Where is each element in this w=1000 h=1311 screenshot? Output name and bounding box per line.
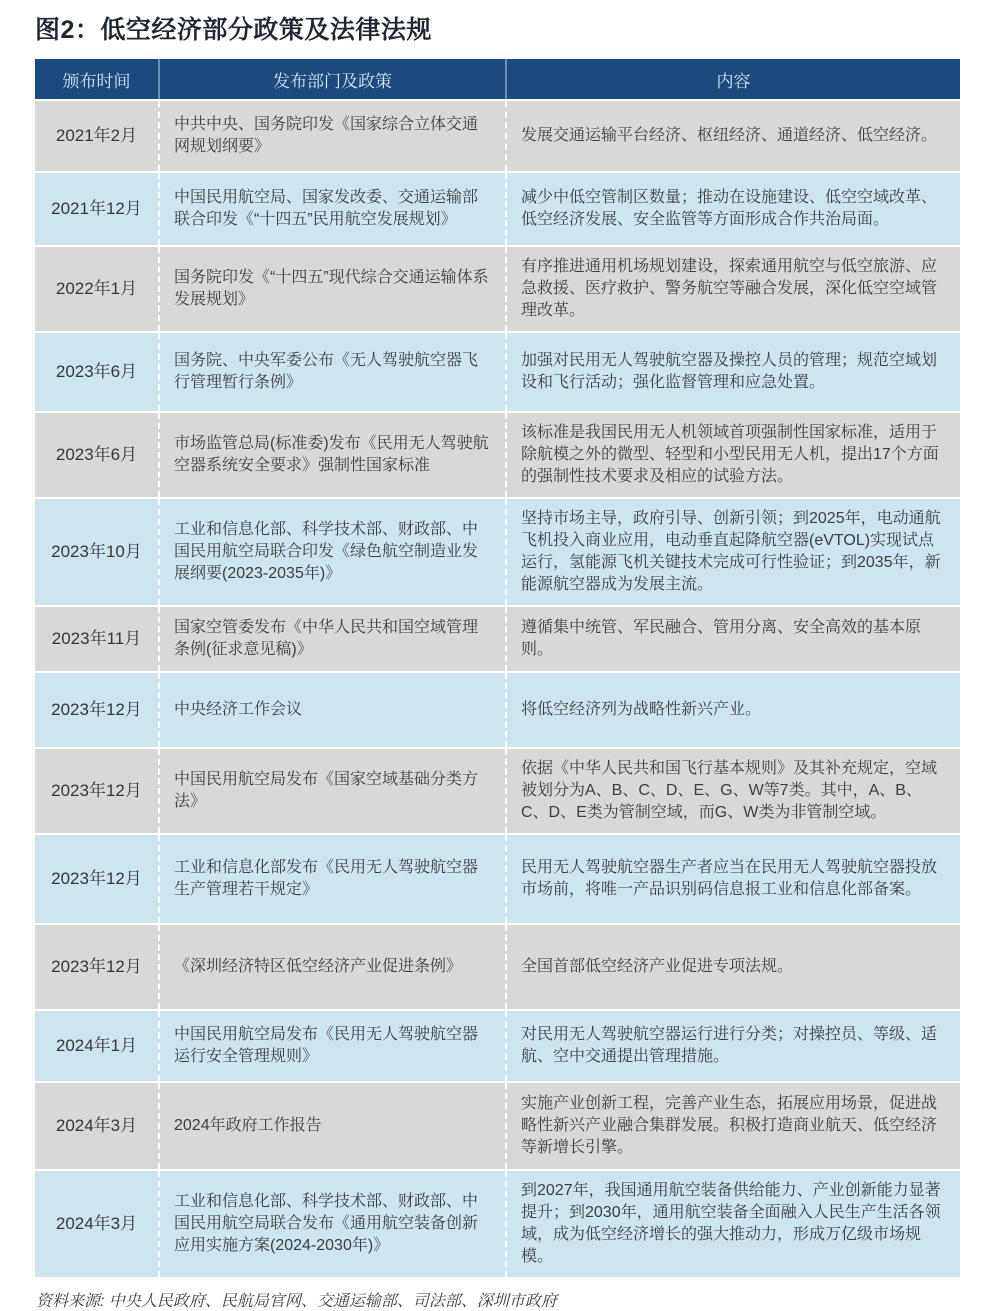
cell-policy [158,1011,505,1081]
cell-content [505,1171,960,1277]
cell-content [505,673,960,747]
cell-date-text: 2024年1月 [55,1036,138,1055]
cell-policy-text: 工业和信息化部、科学技术部、财政部、中国民用航空局联合发布《通用航空装备创新应用实施方案(2024-2030年)》 [174,1193,479,1254]
cell-date-text: 2024年3月 [55,1214,138,1233]
cell-content [505,1083,960,1169]
table-row [35,671,960,747]
cell-content [505,925,960,1009]
cell-content-text: 该标准是我国民用无人机领域首项强制性国家标准，适用于除航模之外的微型、轻型和小型民用无人机，提出17个方面的强制性技术要求及相应的试验方法。 [521,424,939,485]
table-row [35,1009,960,1081]
table-row [35,747,960,833]
cell-content [505,247,960,331]
cell-content-text: 发展交通运输平台经济、枢纽经济、通道经济、低空经济。 [521,127,938,144]
table-row [35,1081,960,1169]
cell-policy [158,1083,505,1169]
cell-policy-text: 市场监管总局(标准委)发布《民用无人驾驶航空器系统安全要求》强制性国家标准 [174,435,489,474]
cell-policy [158,925,505,1009]
cell-content [505,1011,960,1081]
cell-content [505,173,960,245]
cell-date [35,925,158,1009]
cell-date-text: 2023年6月 [55,445,138,464]
column-header-date: 颁布时间 [62,71,131,91]
cell-content [505,499,960,605]
cell-date [35,835,158,923]
cell-policy-text: 工业和信息化部发布《民用无人驾驶航空器生产管理若干规定》 [174,859,479,898]
cell-date-text: 2021年2月 [55,126,138,145]
cell-date [35,1011,158,1081]
cell-content-text: 减少中低空管制区数量；推动在设施建设、低空空域改革、低空经济发展、安全监管等方面形成合作共治局面。 [521,189,938,228]
cell-date-text: 2022年1月 [55,279,138,298]
cell-policy [158,499,505,605]
cell-date [35,673,158,747]
cell-content-text: 加强对民用无人驾驶航空器及操控人员的管理；规范空域划设和飞行活动；强化监督管理和应急处置。 [521,352,938,391]
table-row [35,1169,960,1277]
cell-date [35,247,158,331]
cell-content-text: 将低空经济列为战略性新兴产业。 [521,701,762,718]
cell-content [505,749,960,833]
cell-date [35,413,158,497]
cell-policy [158,333,505,411]
table-row [35,833,960,923]
column-header-content: 内容 [505,59,960,99]
cell-policy-text: 国家空管委发布《中华人民共和国空域管理条例(征求意见稿)》 [174,619,479,658]
cell-content-text: 有序推进通用机场规划建设，探索通用航空与低空旅游、应急救援、医疗救护、警务航空等融合发展，深化低空空域管理改革。 [521,258,938,319]
cell-content-text: 对民用无人驾驶航空器运行进行分类；对操控员、等级、适航、空中交通提出管理措施。 [521,1026,938,1065]
table-row [35,245,960,331]
cell-content-text: 遵循集中统管、军民融合、管用分离、安全高效的基本原则。 [521,619,922,658]
cell-content [505,607,960,671]
cell-date [35,1171,158,1277]
figure-title: 图2：低空经济部分政策及法律法规 [35,16,432,44]
cell-content-text: 坚持市场主导，政府引导、创新引领；到2025年，电动通航飞机投入商业应用，电动垂直起降航空器(eVTOL)实现试点运行，氢能源飞机关键技术完成可行性验证；到2035年，新能源航空器成为发展主流。 [521,510,941,593]
cell-date [35,173,158,245]
cell-date-text: 2021年12月 [51,199,142,218]
cell-policy [158,835,505,923]
cell-date-text: 2023年12月 [51,957,142,976]
table-row [35,331,960,411]
table-row [35,171,960,245]
cell-date-text: 2023年12月 [51,781,142,800]
cell-date-text: 2024年3月 [55,1116,138,1135]
data-source: 资料来源: 中央人民政府、民航局官网、交通运输部、司法部、深圳市政府 [36,1293,557,1310]
cell-policy-text: 国务院印发《“十四五”现代综合交通运输体系发展规划》 [174,269,489,308]
cell-policy-text: 中共中央、国务院印发《国家综合立体交通网规划纲要》 [174,116,479,155]
cell-date [35,499,158,605]
cell-date [35,101,158,171]
cell-content-text: 依据《中华人民共和国飞行基本规则》及其补充规定，空域被划分为A、B、C、D、E、G、W等7类。其中，A、B、C、D、E类为管制空域，而G、W类为非管制空域。 [521,760,938,821]
table-body [35,99,960,1277]
cell-content [505,101,960,171]
cell-date-text: 2023年12月 [51,700,142,719]
cell-policy [158,101,505,171]
cell-policy-text: 中国民用航空局发布《民用无人驾驶航空器运行安全管理规则》 [174,1026,479,1065]
cell-date-text: 2023年10月 [51,542,142,561]
cell-content-text: 民用无人驾驶航空器生产者应当在民用无人驾驶航空器投放市场前，将唯一产品识别码信息报工业和信息化部备案。 [521,859,938,898]
cell-policy-text: 《深圳经济特区低空经济产业促进条例》 [174,958,463,975]
cell-content [505,333,960,411]
policy-table [35,59,960,1277]
table-row [35,923,960,1009]
table-row [35,99,960,171]
column-header-policy: 发布部门及政策 [158,59,505,99]
cell-policy [158,1171,505,1277]
cell-policy [158,247,505,331]
cell-policy [158,607,505,671]
cell-policy [158,749,505,833]
cell-content-text: 实施产业创新工程，完善产业生态，拓展应用场景，促进战略性新兴产业融合集群发展。积极打造商业航天、低空经济等新增长引擎。 [521,1095,938,1156]
cell-content [505,835,960,923]
cell-date-text: 2023年6月 [55,362,138,381]
cell-policy-text: 中国民用航空局、国家发改委、交通运输部联合印发《“十四五”民用航空发展规划》 [174,189,479,228]
cell-policy-text: 国务院、中央军委公布《无人驾驶航空器飞行管理暂行条例》 [174,352,479,391]
cell-date [35,333,158,411]
cell-date-text: 2023年11月 [51,629,142,648]
cell-content-text: 全国首部低空经济产业促进专项法规。 [521,958,794,975]
cell-date [35,607,158,671]
cell-policy-text: 2024年政府工作报告 [174,1117,322,1134]
cell-date [35,1083,158,1169]
cell-policy-text: 工业和信息化部、科学技术部、财政部、中国民用航空局联合印发《绿色航空制造业发展纲要(2023-2035年)》 [174,521,479,582]
cell-policy [158,673,505,747]
cell-policy-text: 中国民用航空局发布《国家空域基础分类方法》 [174,771,479,810]
cell-date-text: 2023年12月 [51,869,142,888]
cell-policy-text: 中央经济工作会议 [174,701,303,718]
table-row [35,497,960,605]
table-header-row [35,59,960,99]
table-row [35,605,960,671]
cell-content-text: 到2027年，我国通用航空装备供给能力、产业创新能力显著提升；到2030年，通用航空装备全面融入人民生产生活各领域，成为低空经济增长的强大推动力，形成万亿级市场规模。 [521,1182,941,1265]
cell-policy [158,413,505,497]
cell-date [35,749,158,833]
table-row [35,411,960,497]
cell-content [505,413,960,497]
cell-policy [158,173,505,245]
